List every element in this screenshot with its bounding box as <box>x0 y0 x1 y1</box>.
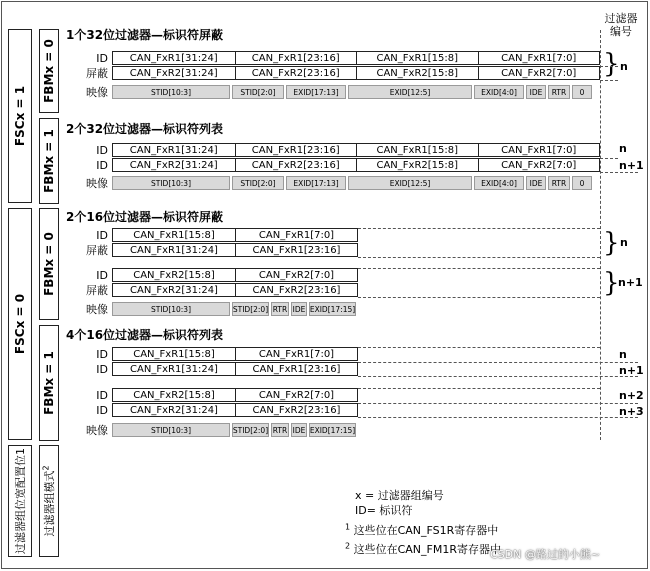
dashed-guide <box>358 257 600 258</box>
legend-note-2-marker: 2 <box>345 541 351 551</box>
dashed-guide <box>600 80 618 81</box>
fbmx0-box-32bit <box>39 29 59 113</box>
brace-icon: } <box>603 49 620 79</box>
mapping-cell: IDE <box>526 176 546 190</box>
section-4-mapping <box>112 423 358 437</box>
filter-number-header <box>600 12 642 38</box>
brace-icon: } <box>603 228 620 258</box>
legend-note-1 <box>345 522 498 538</box>
dashed-guide <box>358 362 638 363</box>
section-4-label-map: 映像 <box>86 424 108 437</box>
mapping-cell: EXID[12:5] <box>348 85 472 99</box>
register-cell: CAN_FxR2[31:24] <box>130 404 218 416</box>
section-2-label-id-2: ID <box>96 159 108 172</box>
vertical-dashed-guide <box>600 30 601 440</box>
register-cell: CAN_FxR1[15:8] <box>356 52 478 64</box>
fbmx0-label-32bit: FBMx = 0 <box>42 39 56 103</box>
dashed-guide <box>358 388 600 389</box>
filter-number: n <box>620 60 628 73</box>
fbmx0-box-16bit <box>39 208 59 320</box>
fbmx1-label-32bit: FBMx = 1 <box>42 129 56 193</box>
mapping-cell: EXID[12:5] <box>348 176 472 190</box>
section-1-mapping <box>112 85 594 99</box>
register-cell: CAN_FxR2[31:24] <box>129 159 218 171</box>
dashed-guide <box>600 158 618 159</box>
register-cell: CAN_FxR2[15:8] <box>356 159 478 171</box>
dashed-guide <box>600 66 618 67</box>
mapping-cell: EXID[17:13] <box>286 176 346 190</box>
section-4-label-id-2: ID <box>96 363 108 376</box>
mapping-cell: STID[2:0] <box>232 302 269 316</box>
register-cell: CAN_FxR2[7:0] <box>235 269 357 281</box>
section-4-label-id-1: ID <box>96 348 108 361</box>
fbmx1-box-16bit <box>39 325 59 441</box>
legend-note-2-text: 这些位在CAN_FM1R寄存器中 <box>353 543 501 556</box>
dashed-guide <box>358 417 638 418</box>
section-2-register-row-1 <box>112 143 600 157</box>
mapping-cell: RTR <box>271 423 289 437</box>
register-cell: CAN_FxR2[23:16] <box>235 404 357 416</box>
mapping-cell: 0 <box>572 176 592 190</box>
register-cell: CAN_FxR2[7:0] <box>478 67 600 79</box>
section-1-label-id: ID <box>96 52 108 65</box>
register-cell: CAN_FxR2[23:16] <box>235 159 357 171</box>
register-cell: CAN_FxR2[31:24] <box>130 284 218 296</box>
filter-number-header-line1: 过滤器 <box>604 12 638 25</box>
dashed-guide <box>358 376 638 377</box>
section-3-label-id-2: ID <box>96 269 108 282</box>
filter-mode-label <box>41 465 57 536</box>
legend-note-2 <box>345 541 501 557</box>
register-cell: CAN_FxR1[23:16] <box>235 363 357 375</box>
fscx1-label: FSCx = 1 <box>13 85 27 147</box>
register-cell: CAN_FxR1[23:16] <box>235 144 357 156</box>
register-cell: CAN_FxR2[7:0] <box>235 389 357 401</box>
mapping-cell: STID[2:0] <box>232 176 284 190</box>
register-cell: CAN_FxR1[31:24] <box>129 52 218 64</box>
register-cell: CAN_FxR2[7:0] <box>478 159 600 171</box>
register-cell: CAN_FxR2[15:8] <box>133 269 215 281</box>
section-4-register-row-2 <box>112 362 358 376</box>
register-cell: CAN_FxR1[7:0] <box>235 229 357 241</box>
filter-number: n+1 <box>618 276 643 289</box>
section-1-register-row-2 <box>112 66 600 80</box>
section-1-label-map: 映像 <box>86 86 108 99</box>
section-3-register-row-2 <box>112 243 358 257</box>
register-cell: CAN_FxR2[15:8] <box>133 389 215 401</box>
mapping-cell: STID[10:3] <box>112 85 230 99</box>
register-cell: CAN_FxR2[15:8] <box>356 67 478 79</box>
mapping-cell: RTR <box>271 302 289 316</box>
section-4-register-row-4 <box>112 403 358 417</box>
mapping-cell: EXID[17:15] <box>309 423 356 437</box>
register-cell: CAN_FxR1[15:8] <box>133 348 215 360</box>
section-1-title: 1个32位过滤器—标识符屏蔽 <box>66 28 224 42</box>
dashed-guide <box>358 347 600 348</box>
section-3-register-row-1 <box>112 228 358 242</box>
section-3-title: 2个16位过滤器—标识符屏蔽 <box>66 210 224 224</box>
mapping-cell: STID[10:3] <box>112 423 230 437</box>
fbmx0-label-16bit: FBMx = 0 <box>42 232 56 296</box>
register-cell: CAN_FxR1[7:0] <box>478 144 600 156</box>
fscx1-box <box>8 29 32 203</box>
bit-width-config-box <box>8 445 32 557</box>
section-1-label-mask: 屏蔽 <box>86 67 108 80</box>
mapping-cell: STID[10:3] <box>112 176 230 190</box>
register-cell: CAN_FxR2[31:24] <box>129 67 218 79</box>
filter-number: n <box>619 348 627 361</box>
filter-number-header-line2: 编号 <box>610 25 632 38</box>
legend-id: ID= 标识符 <box>355 504 413 517</box>
register-cell: CAN_FxR2[23:16] <box>235 284 357 296</box>
section-4-label-id-4: ID <box>96 404 108 417</box>
section-4-label-id-3: ID <box>96 389 108 402</box>
filter-number: n+2 <box>619 389 644 402</box>
mapping-cell: RTR <box>548 176 570 190</box>
legend-note-1-text: 这些位在CAN_FS1R寄存器中 <box>353 524 499 537</box>
section-3-register-row-4 <box>112 283 358 297</box>
section-3-label-mask-1: 屏蔽 <box>86 244 108 257</box>
section-2-label-id-1: ID <box>96 144 108 157</box>
register-cell: CAN_FxR1[31:24] <box>129 144 218 156</box>
section-3-label-id-1: ID <box>96 229 108 242</box>
section-3-register-row-3 <box>112 268 358 282</box>
register-cell: CAN_FxR1[31:24] <box>130 244 218 256</box>
watermark: CSDN @路过的小熊~ <box>490 548 601 561</box>
section-2-title: 2个32位过滤器—标识符列表 <box>66 122 224 136</box>
dashed-guide <box>358 403 638 404</box>
brace-icon: } <box>603 268 620 298</box>
bit-width-config-label: 过滤器组位宽配置位1 <box>14 448 27 554</box>
fbmx1-box-32bit <box>39 118 59 204</box>
register-cell: CAN_FxR1[15:8] <box>356 144 478 156</box>
mapping-cell: STID[10:3] <box>112 302 230 316</box>
dashed-guide <box>358 228 600 229</box>
fscx0-box <box>8 208 32 440</box>
mapping-cell: STID[2:0] <box>232 423 269 437</box>
section-3-label-map: 映像 <box>86 303 108 316</box>
section-2-label-map: 映像 <box>86 177 108 190</box>
mapping-cell: EXID[17:13] <box>286 85 346 99</box>
register-cell: CAN_FxR1[7:0] <box>478 52 600 64</box>
register-cell: CAN_FxR1[15:8] <box>133 229 215 241</box>
filter-number: n+3 <box>619 405 644 418</box>
register-cell: CAN_FxR1[23:16] <box>235 244 357 256</box>
fscx0-label: FSCx = 0 <box>13 293 27 355</box>
mapping-cell: RTR <box>548 85 570 99</box>
mapping-cell: IDE <box>291 423 307 437</box>
filter-number: n+1 <box>619 159 644 172</box>
legend-note-1-marker: 1 <box>345 522 351 532</box>
mapping-cell: EXID[17:15] <box>309 302 356 316</box>
legend-filter-bank: x = 过滤器组编号 <box>355 489 444 502</box>
section-1-register-row-1 <box>112 51 600 65</box>
mapping-cell: IDE <box>526 85 546 99</box>
section-4-title: 4个16位过滤器—标识符列表 <box>66 328 224 342</box>
filter-number: n <box>619 142 627 155</box>
section-3-label-mask-2: 屏蔽 <box>86 284 108 297</box>
mapping-cell: 0 <box>572 85 592 99</box>
dashed-guide <box>358 268 600 269</box>
filter-mode-box <box>39 445 59 557</box>
register-cell: CAN_FxR1[23:16] <box>235 52 357 64</box>
section-3-mapping <box>112 302 358 316</box>
dashed-guide <box>358 297 600 298</box>
mapping-cell: STID[2:0] <box>232 85 284 99</box>
mapping-cell: IDE <box>291 302 307 316</box>
filter-mode-label-text: 过滤器组模式 <box>43 470 56 537</box>
mapping-cell: EXID[4:0] <box>474 85 524 99</box>
filter-mode-superscript: 2 <box>41 465 51 471</box>
section-4-register-row-1 <box>112 347 358 361</box>
fbmx1-label-16bit: FBMx = 1 <box>42 351 56 415</box>
dashed-guide <box>600 172 638 173</box>
register-cell: CAN_FxR1[31:24] <box>130 363 218 375</box>
section-4-register-row-3 <box>112 388 358 402</box>
register-cell: CAN_FxR2[23:16] <box>235 67 357 79</box>
filter-number: n+1 <box>619 364 644 377</box>
register-cell: CAN_FxR1[7:0] <box>235 348 357 360</box>
filter-number: n <box>620 236 628 249</box>
section-2-register-row-2 <box>112 158 600 172</box>
section-2-mapping <box>112 176 594 190</box>
mapping-cell: EXID[4:0] <box>474 176 524 190</box>
